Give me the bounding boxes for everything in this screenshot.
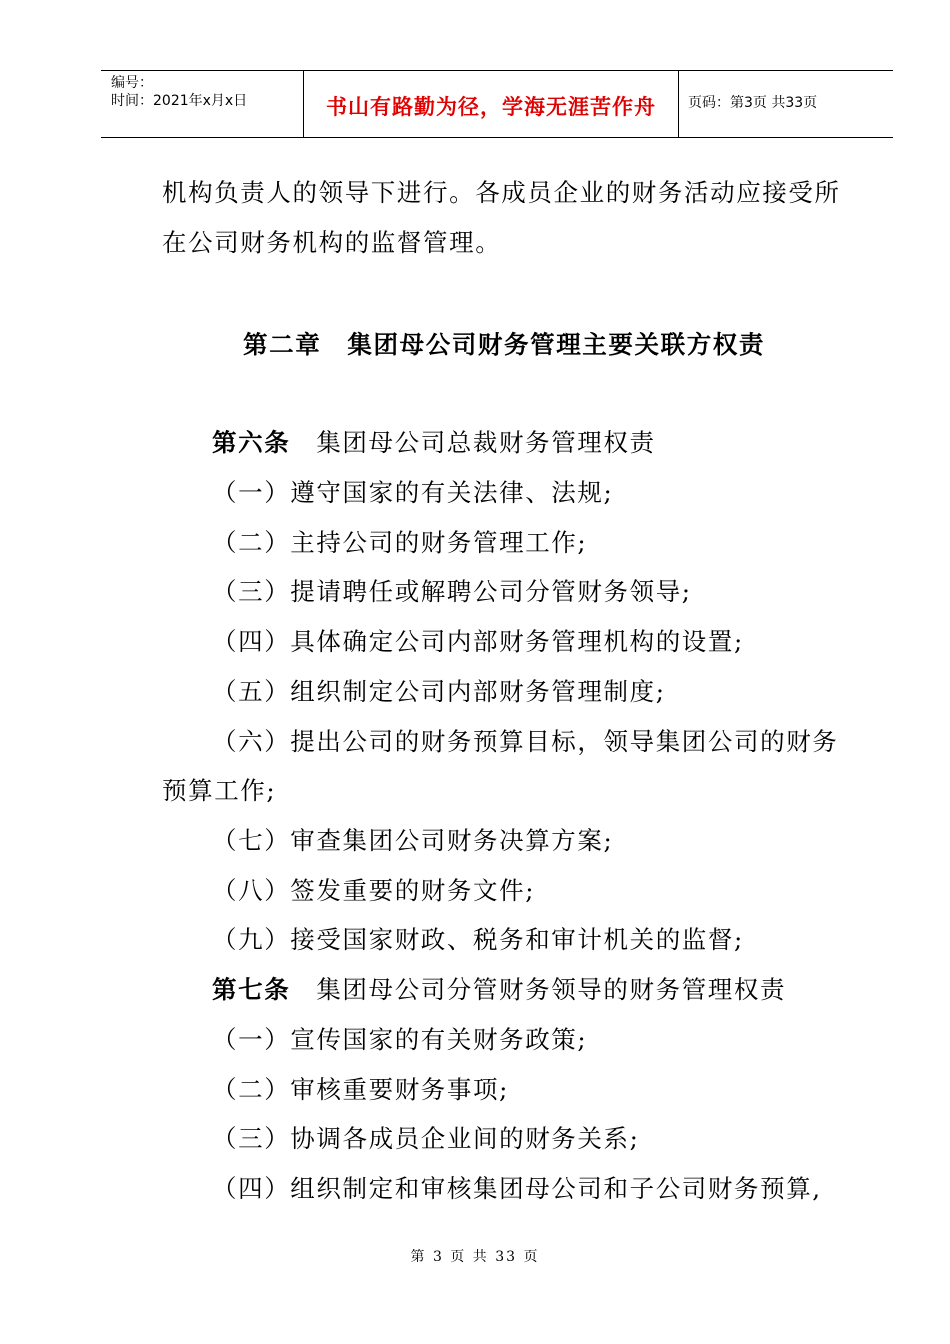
page-footer: 第 3 页 共 33 页 [410,1249,540,1265]
paragraph-line: 在公司财务机构的监督管理。 [162,228,502,257]
header-motto-cell [303,71,679,137]
list-item: （四）组织制定和审核集团母公司和子公司财务预算, [212,1174,822,1203]
article-title: 集团母公司分管财务领导的财务管理权责 [316,975,787,1004]
list-item: （五）组织制定公司内部财务管理制度; [212,677,666,706]
paragraph-line: 机构负责人的领导下进行。各成员企业的财务活动应接受所 [162,178,841,207]
chapter-title: 第二章 集团母公司财务管理主要关联方权责 [243,330,765,359]
list-item: （三）提请聘任或解聘公司分管财务领导; [212,577,692,606]
list-item: （六）提出公司的财务预算目标，领导集团公司的财务 [212,727,839,756]
list-item: （一）宣传国家的有关财务政策; [212,1025,588,1054]
header-info-cell [101,71,303,137]
list-item: （二）审核重要财务事项; [212,1075,509,1104]
list-item: （三）协调各成员企业间的财务关系; [212,1124,640,1153]
list-item: （一）遵守国家的有关法律、法规; [212,478,614,507]
number-label: 编号： [111,75,153,91]
list-item: （七）审查集团公司财务决算方案; [212,826,614,855]
article-label: 第六条 [212,428,291,457]
list-item: （九）接受国家财政、税务和审计机关的监督; [212,925,744,954]
motto: 书山有路勤为径，学海无涯苦作舟 [326,95,656,119]
article-title: 集团母公司总裁财务管理权责 [316,428,656,457]
page-label: 页码：第3页 共33页 [688,95,818,111]
time-label: 时间：2021年x月x日 [111,93,248,109]
article-heading [212,975,786,1005]
list-item: （二）主持公司的财务管理工作; [212,528,588,557]
list-item: （四）具体确定公司内部财务管理机构的设置; [212,627,744,656]
article-label: 第七条 [212,975,291,1004]
list-item-continuation: 预算工作; [162,776,277,805]
article-heading [212,428,656,458]
header-page-cell [678,71,893,137]
list-item: （八）签发重要的财务文件; [212,876,536,905]
document-header [101,70,893,138]
